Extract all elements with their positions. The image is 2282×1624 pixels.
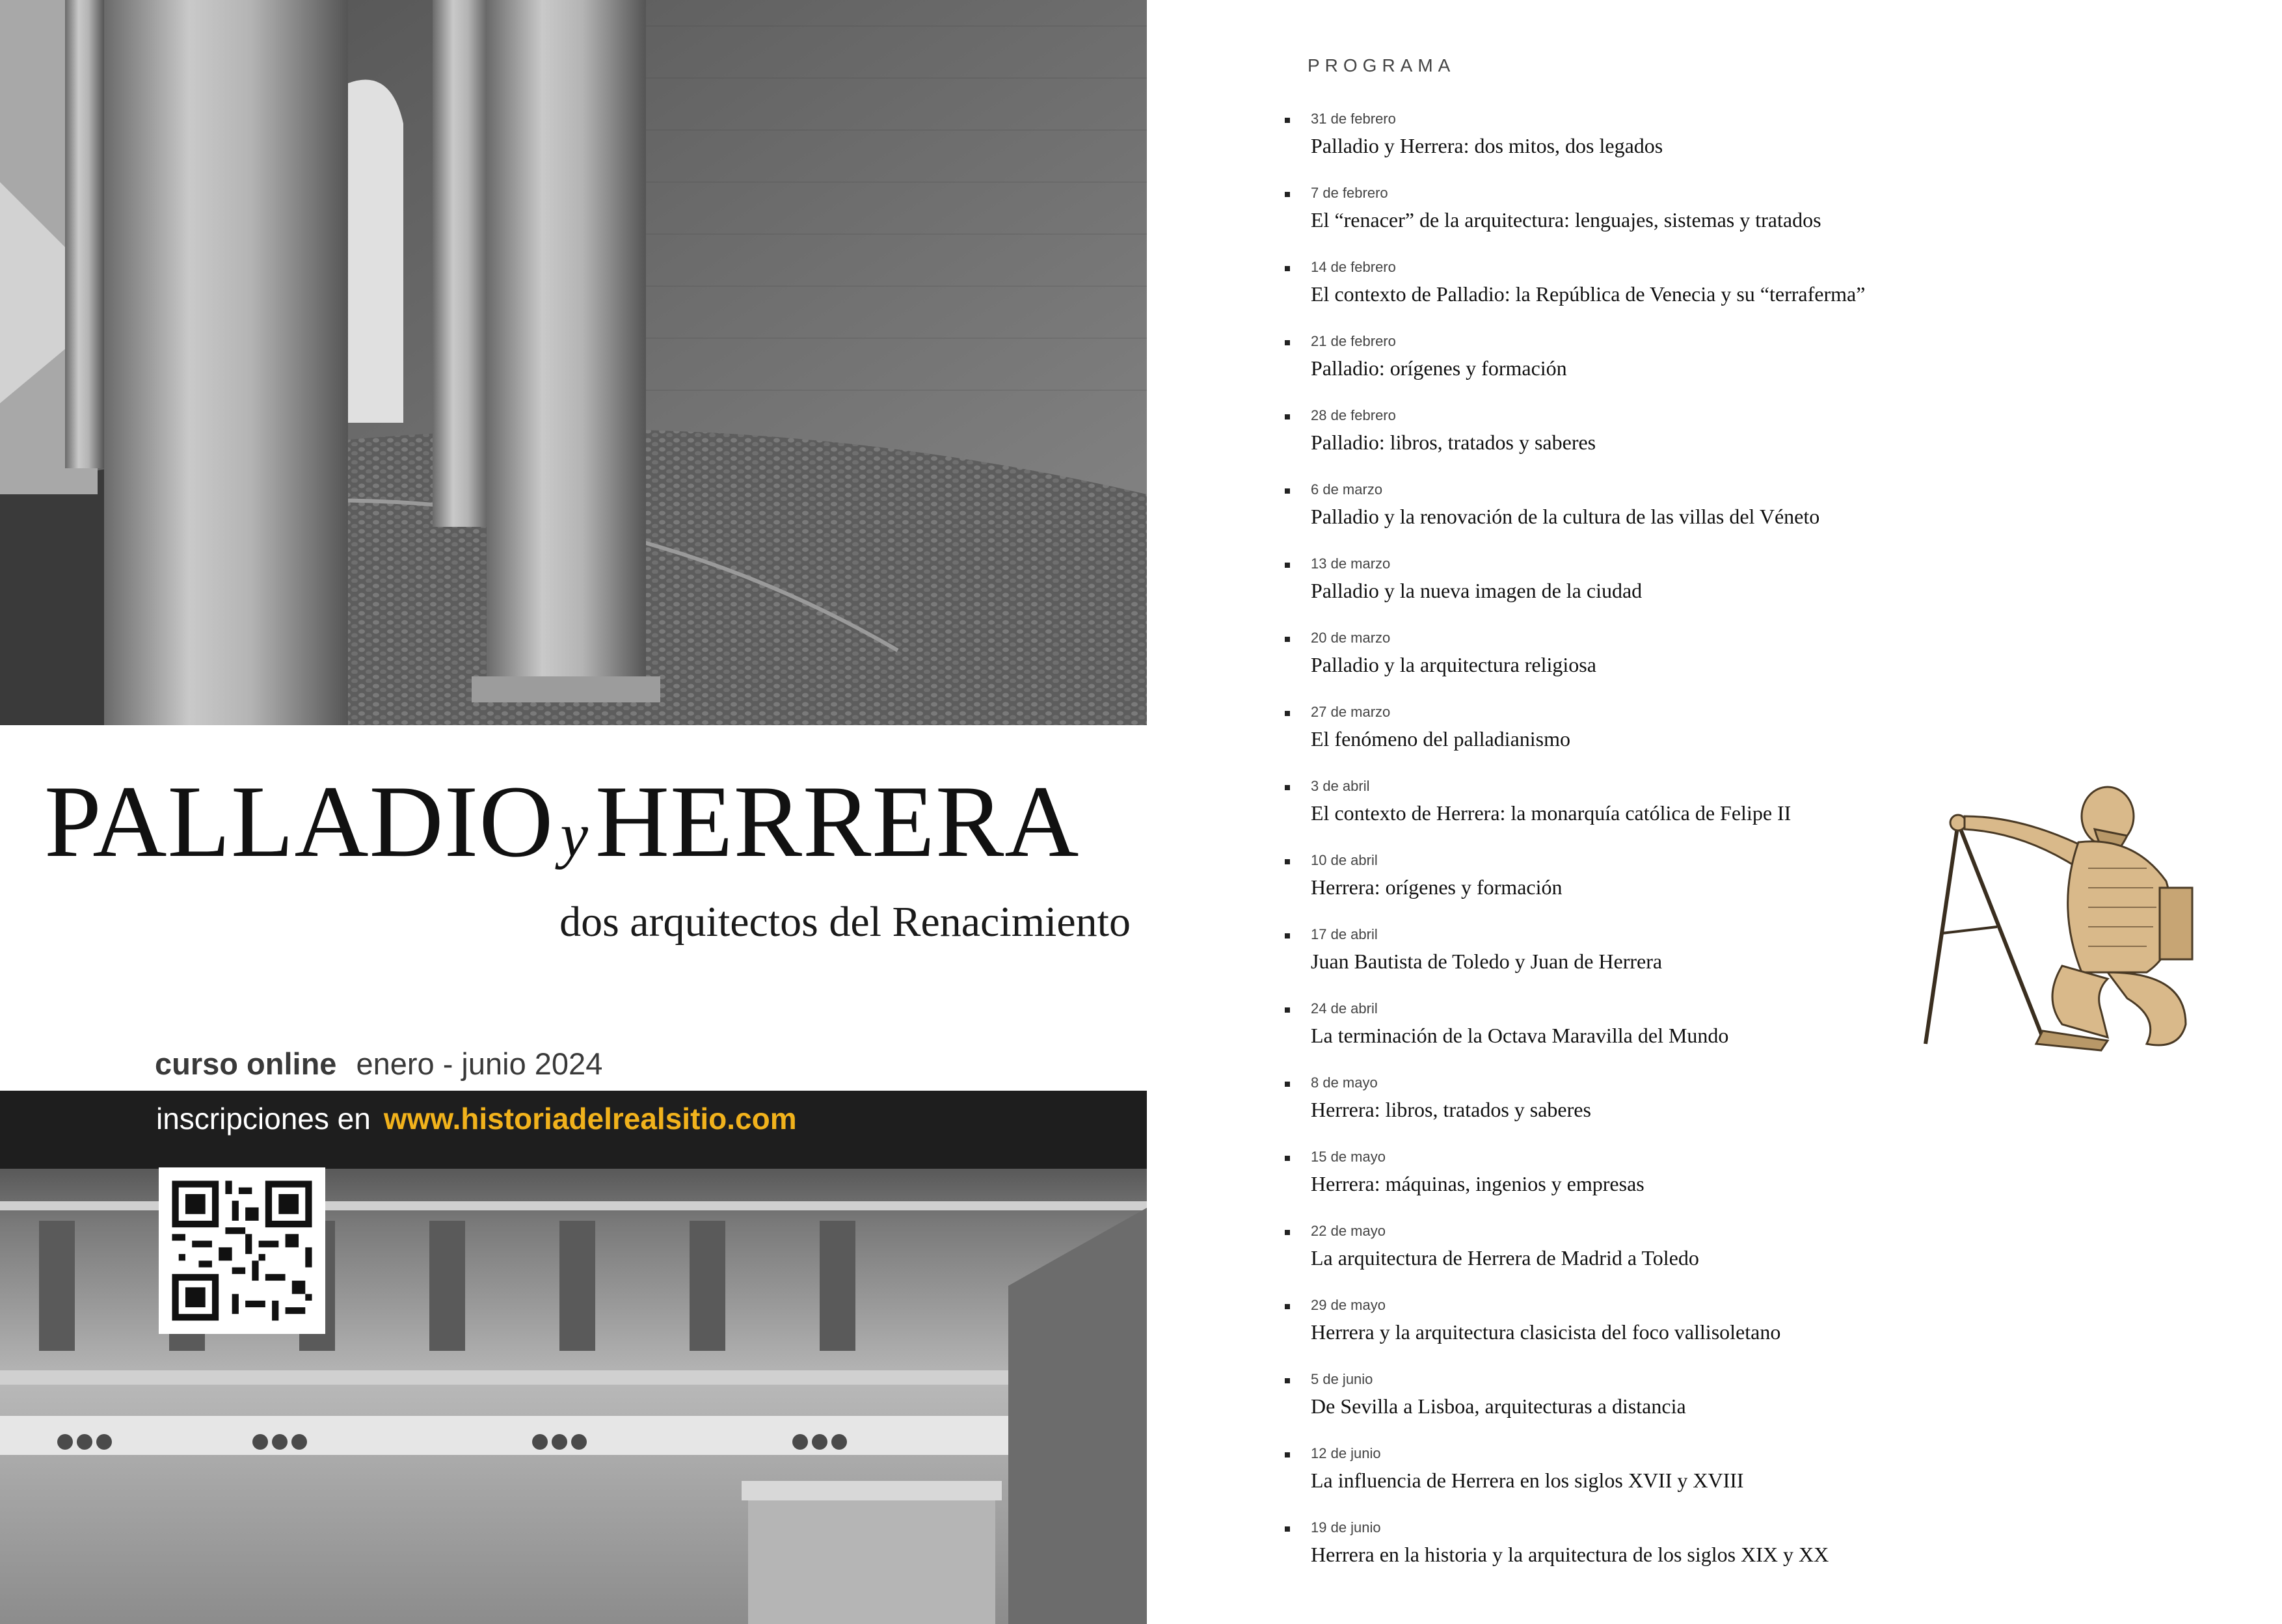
program-item-title: Palladio y la arquitectura religiosa <box>1311 653 1596 676</box>
program-item <box>1285 1145 1935 1219</box>
program-item <box>1285 849 1935 923</box>
registration-line <box>156 1101 797 1136</box>
program-item <box>1285 1368 1935 1442</box>
program-item-title: Herrera en la historia y la arquitectura de los siglos XIX y XX <box>1311 1543 1829 1566</box>
program-item <box>1285 997 1935 1071</box>
course-dates: enero - junio 2024 <box>356 1046 603 1081</box>
title-herrera: HERRERA <box>595 765 1080 879</box>
program-item <box>1285 626 1935 700</box>
program-item-date: 20 de marzo <box>1311 630 1391 646</box>
program-item <box>1285 775 1935 849</box>
program-item-date: 10 de abril <box>1311 852 1378 868</box>
main-title <box>44 765 1080 879</box>
program-item-date: 3 de abril <box>1311 778 1370 794</box>
title-conjunction: y <box>560 800 589 870</box>
program-item-title: El contexto de Palladio: la República de Venecia y su “terraferma” <box>1311 282 1866 306</box>
program-item <box>1285 923 1935 997</box>
program-item-title: El “renacer” de la arquitectura: lenguajes, sistemas y tratados <box>1311 208 1821 232</box>
program-item-date: 22 de mayo <box>1311 1223 1386 1239</box>
course-info <box>155 1046 602 1082</box>
program-item-date: 31 de febrero <box>1311 111 1396 127</box>
program-item <box>1285 1516 1935 1590</box>
program-item-title: Palladio y Herrera: dos mitos, dos legados <box>1311 134 1663 157</box>
program-item-date: 7 de febrero <box>1311 185 1388 201</box>
engraving-figure <box>1913 777 2212 1057</box>
qr-code[interactable] <box>159 1167 325 1334</box>
program-item-date: 21 de febrero <box>1311 333 1396 349</box>
program-item-date: 12 de junio <box>1311 1445 1381 1461</box>
program-item-title: La arquitectura de Herrera de Madrid a Toledo <box>1311 1246 1699 1270</box>
program-item <box>1285 181 1935 256</box>
program-item-title: La terminación de la Octava Maravilla del Mundo <box>1311 1024 1729 1047</box>
program-item-date: 24 de abril <box>1311 1000 1378 1017</box>
program-item-date: 27 de marzo <box>1311 704 1391 720</box>
program-item <box>1285 700 1935 775</box>
program-item <box>1285 107 1935 181</box>
program-item-title: Palladio: orígenes y formación <box>1311 356 1567 380</box>
program-item-date: 5 de junio <box>1311 1371 1373 1387</box>
program-item <box>1285 330 1935 404</box>
program-item-date: 29 de mayo <box>1311 1297 1386 1313</box>
program-item-title: De Sevilla a Lisboa, arquitecturas a distancia <box>1311 1394 1686 1418</box>
title-palladio: PALLADIO <box>44 765 554 879</box>
program-item-title: El contexto de Herrera: la monarquía católica de Felipe II <box>1311 801 1792 825</box>
program-list <box>1285 107 1935 1590</box>
program-item-date: 17 de abril <box>1311 926 1378 942</box>
registration-url-link[interactable]: www.historiadelrealsitio.com <box>383 1102 797 1136</box>
program-item-date: 15 de mayo <box>1311 1149 1386 1165</box>
program-item-title: Herrera: máquinas, ingenios y empresas <box>1311 1172 1644 1195</box>
program-item <box>1285 1071 1935 1145</box>
program-item-date: 14 de febrero <box>1311 259 1396 275</box>
program-item-date: 13 de marzo <box>1311 555 1391 572</box>
program-item <box>1285 478 1935 552</box>
program-item <box>1285 256 1935 330</box>
program-item-title: Juan Bautista de Toledo y Juan de Herrera <box>1311 950 1663 973</box>
program-item-title: Herrera: orígenes y formación <box>1311 875 1563 899</box>
program-item-title: Palladio: libros, tratados y saberes <box>1311 431 1596 454</box>
program-item-date: 28 de febrero <box>1311 407 1396 423</box>
program-item-date: 6 de marzo <box>1311 481 1383 498</box>
program-item-title: Herrera y la arquitectura clasicista del foco vallisoletano <box>1311 1320 1781 1344</box>
program-item-date: 8 de mayo <box>1311 1074 1378 1091</box>
program-item <box>1285 1442 1935 1516</box>
program-item-title: Herrera: libros, tratados y saberes <box>1311 1098 1591 1121</box>
top-architecture-photo <box>0 0 1147 725</box>
program-item <box>1285 1219 1935 1294</box>
program-item-date: 19 de junio <box>1311 1519 1381 1536</box>
program-item-title: Palladio y la renovación de la cultura de las villas del Véneto <box>1311 505 1820 528</box>
program-item <box>1285 552 1935 626</box>
program-item-title: Palladio y la nueva imagen de la ciudad <box>1311 579 1643 602</box>
registration-label: inscripciones en <box>156 1102 371 1136</box>
course-type: curso online <box>155 1046 337 1081</box>
program-item-title: El fenómeno del palladianismo <box>1311 727 1570 751</box>
program-item-title: La influencia de Herrera en los siglos XVII y XVIII <box>1311 1469 1744 1492</box>
subtitle: dos arquitectos del Renacimiento <box>559 898 1131 946</box>
programa-heading: PROGRAMA <box>1308 55 1456 75</box>
program-item <box>1285 1294 1935 1368</box>
program-item <box>1285 404 1935 478</box>
